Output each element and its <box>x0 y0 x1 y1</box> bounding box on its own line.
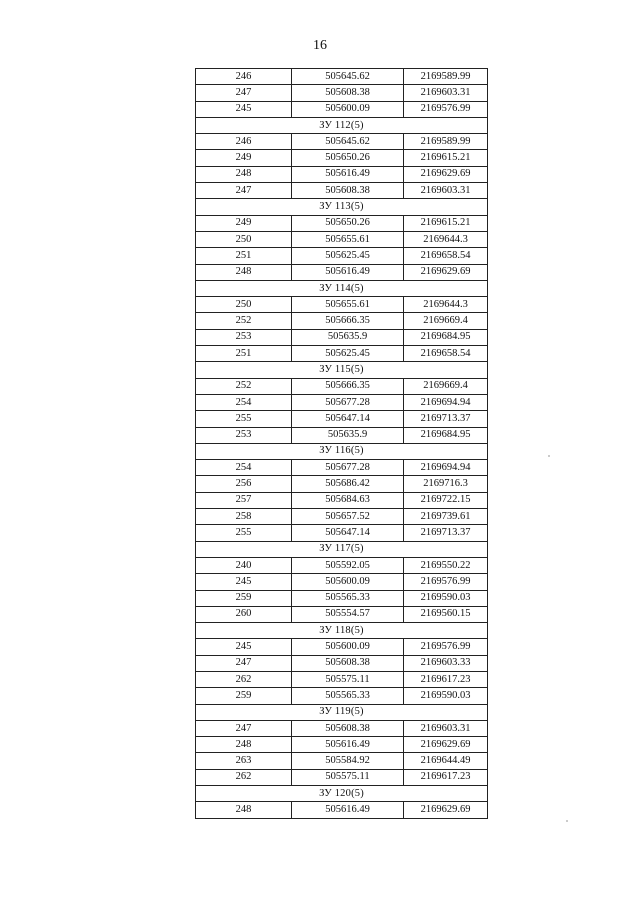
point-number-cell: 254 <box>196 460 292 476</box>
table-row <box>196 231 488 247</box>
point-number-cell: 251 <box>196 346 292 362</box>
y-coordinate-cell: 2169713.37 <box>404 525 488 541</box>
section-header-row <box>196 541 488 557</box>
x-coordinate-cell: 505666.35 <box>292 313 404 329</box>
point-number-cell: 250 <box>196 231 292 247</box>
point-number-cell: 250 <box>196 297 292 313</box>
table-row <box>196 69 488 85</box>
y-coordinate-cell: 2169603.33 <box>404 655 488 671</box>
y-coordinate-cell: 2169560.15 <box>404 606 488 622</box>
y-coordinate-cell: 2169684.95 <box>404 427 488 443</box>
y-coordinate-cell: 2169716.3 <box>404 476 488 492</box>
point-number-cell: 251 <box>196 248 292 264</box>
point-number-cell: 259 <box>196 590 292 606</box>
x-coordinate-cell: 505645.62 <box>292 69 404 85</box>
x-coordinate-cell: 505575.11 <box>292 769 404 785</box>
coordinates-table <box>195 68 488 819</box>
table-row <box>196 606 488 622</box>
point-number-cell: 245 <box>196 639 292 655</box>
x-coordinate-cell: 505635.9 <box>292 329 404 345</box>
y-coordinate-cell: 2169739.61 <box>404 509 488 525</box>
point-number-cell: 252 <box>196 378 292 394</box>
table-row <box>196 753 488 769</box>
y-coordinate-cell: 2169658.54 <box>404 248 488 264</box>
y-coordinate-cell: 2169603.31 <box>404 720 488 736</box>
y-coordinate-cell: 2169669.4 <box>404 378 488 394</box>
point-number-cell: 258 <box>196 509 292 525</box>
table-row <box>196 85 488 101</box>
point-number-cell: 255 <box>196 525 292 541</box>
y-coordinate-cell: 2169550.22 <box>404 557 488 573</box>
page-number: 16 <box>313 38 327 53</box>
table-row <box>196 655 488 671</box>
point-number-cell: 253 <box>196 427 292 443</box>
section-header-row <box>196 443 488 459</box>
table-row <box>196 671 488 687</box>
y-coordinate-cell: 2169576.99 <box>404 574 488 590</box>
table-row <box>196 329 488 345</box>
table-row <box>196 769 488 785</box>
x-coordinate-cell: 505655.61 <box>292 297 404 313</box>
table-row <box>196 557 488 573</box>
table-row <box>196 737 488 753</box>
point-number-cell: 256 <box>196 476 292 492</box>
section-header-row <box>196 704 488 720</box>
y-coordinate-cell: 2169694.94 <box>404 460 488 476</box>
table-row <box>196 509 488 525</box>
point-number-cell: 249 <box>196 215 292 231</box>
point-number-cell: 247 <box>196 183 292 199</box>
y-coordinate-cell: 2169694.94 <box>404 394 488 410</box>
point-number-cell: 248 <box>196 802 292 818</box>
x-coordinate-cell: 505655.61 <box>292 231 404 247</box>
section-header-row <box>196 623 488 639</box>
x-coordinate-cell: 505625.45 <box>292 248 404 264</box>
x-coordinate-cell: 505616.49 <box>292 802 404 818</box>
section-header-row <box>196 280 488 296</box>
y-coordinate-cell: 2169644.3 <box>404 231 488 247</box>
x-coordinate-cell: 505575.11 <box>292 671 404 687</box>
y-coordinate-cell: 2169713.37 <box>404 411 488 427</box>
table-row <box>196 166 488 182</box>
table-row <box>196 427 488 443</box>
point-number-cell: 246 <box>196 69 292 85</box>
table-row <box>196 215 488 231</box>
x-coordinate-cell: 505684.63 <box>292 492 404 508</box>
point-number-cell: 257 <box>196 492 292 508</box>
y-coordinate-cell: 2169576.99 <box>404 639 488 655</box>
point-number-cell: 245 <box>196 101 292 117</box>
table-row <box>196 639 488 655</box>
section-label: ЗУ 120(5) <box>196 786 488 802</box>
table-row <box>196 264 488 280</box>
section-header-row <box>196 199 488 215</box>
point-number-cell: 248 <box>196 166 292 182</box>
scan-speck <box>548 455 550 457</box>
table-row <box>196 460 488 476</box>
y-coordinate-cell: 2169617.23 <box>404 769 488 785</box>
table-row <box>196 150 488 166</box>
section-label: ЗУ 119(5) <box>196 704 488 720</box>
x-coordinate-cell: 505608.38 <box>292 183 404 199</box>
section-label: ЗУ 115(5) <box>196 362 488 378</box>
point-number-cell: 247 <box>196 655 292 671</box>
point-number-cell: 254 <box>196 394 292 410</box>
table-row <box>196 313 488 329</box>
section-label: ЗУ 114(5) <box>196 280 488 296</box>
point-number-cell: 245 <box>196 574 292 590</box>
point-number-cell: 248 <box>196 264 292 280</box>
section-header-row <box>196 786 488 802</box>
x-coordinate-cell: 505592.05 <box>292 557 404 573</box>
x-coordinate-cell: 505647.14 <box>292 411 404 427</box>
table-row <box>196 248 488 264</box>
scan-speck <box>566 820 568 822</box>
y-coordinate-cell: 2169629.69 <box>404 802 488 818</box>
y-coordinate-cell: 2169589.99 <box>404 69 488 85</box>
point-number-cell: 260 <box>196 606 292 622</box>
point-number-cell: 252 <box>196 313 292 329</box>
section-label: ЗУ 117(5) <box>196 541 488 557</box>
x-coordinate-cell: 505686.42 <box>292 476 404 492</box>
y-coordinate-cell: 2169669.4 <box>404 313 488 329</box>
table-row <box>196 297 488 313</box>
x-coordinate-cell: 505666.35 <box>292 378 404 394</box>
x-coordinate-cell: 505565.33 <box>292 688 404 704</box>
y-coordinate-cell: 2169590.03 <box>404 590 488 606</box>
point-number-cell: 247 <box>196 720 292 736</box>
point-number-cell: 263 <box>196 753 292 769</box>
y-coordinate-cell: 2169722.15 <box>404 492 488 508</box>
y-coordinate-cell: 2169617.23 <box>404 671 488 687</box>
point-number-cell: 253 <box>196 329 292 345</box>
section-label: ЗУ 116(5) <box>196 443 488 459</box>
y-coordinate-cell: 2169603.31 <box>404 85 488 101</box>
x-coordinate-cell: 505677.28 <box>292 394 404 410</box>
y-coordinate-cell: 2169658.54 <box>404 346 488 362</box>
point-number-cell: 247 <box>196 85 292 101</box>
x-coordinate-cell: 505647.14 <box>292 525 404 541</box>
section-label: ЗУ 112(5) <box>196 117 488 133</box>
table-row <box>196 183 488 199</box>
table-row <box>196 525 488 541</box>
table-row <box>196 688 488 704</box>
table-row <box>196 411 488 427</box>
section-header-row <box>196 362 488 378</box>
table-row <box>196 346 488 362</box>
x-coordinate-cell: 505554.57 <box>292 606 404 622</box>
x-coordinate-cell: 505600.09 <box>292 639 404 655</box>
x-coordinate-cell: 505635.9 <box>292 427 404 443</box>
y-coordinate-cell: 2169603.31 <box>404 183 488 199</box>
y-coordinate-cell: 2169644.3 <box>404 297 488 313</box>
x-coordinate-cell: 505565.33 <box>292 590 404 606</box>
table-row <box>196 101 488 117</box>
x-coordinate-cell: 505650.26 <box>292 150 404 166</box>
y-coordinate-cell: 2169589.99 <box>404 134 488 150</box>
y-coordinate-cell: 2169615.21 <box>404 150 488 166</box>
point-number-cell: 240 <box>196 557 292 573</box>
y-coordinate-cell: 2169684.95 <box>404 329 488 345</box>
y-coordinate-cell: 2169629.69 <box>404 737 488 753</box>
table-row <box>196 378 488 394</box>
table-row <box>196 394 488 410</box>
x-coordinate-cell: 505677.28 <box>292 460 404 476</box>
x-coordinate-cell: 505650.26 <box>292 215 404 231</box>
x-coordinate-cell: 505625.45 <box>292 346 404 362</box>
x-coordinate-cell: 505608.38 <box>292 720 404 736</box>
point-number-cell: 249 <box>196 150 292 166</box>
point-number-cell: 248 <box>196 737 292 753</box>
x-coordinate-cell: 505657.52 <box>292 509 404 525</box>
table-row <box>196 802 488 818</box>
point-number-cell: 262 <box>196 769 292 785</box>
y-coordinate-cell: 2169576.99 <box>404 101 488 117</box>
x-coordinate-cell: 505600.09 <box>292 574 404 590</box>
x-coordinate-cell: 505616.49 <box>292 737 404 753</box>
y-coordinate-cell: 2169644.49 <box>404 753 488 769</box>
x-coordinate-cell: 505600.09 <box>292 101 404 117</box>
section-header-row <box>196 117 488 133</box>
point-number-cell: 246 <box>196 134 292 150</box>
table-row <box>196 492 488 508</box>
point-number-cell: 259 <box>196 688 292 704</box>
x-coordinate-cell: 505616.49 <box>292 166 404 182</box>
table-row <box>196 720 488 736</box>
section-label: ЗУ 118(5) <box>196 623 488 639</box>
x-coordinate-cell: 505608.38 <box>292 85 404 101</box>
y-coordinate-cell: 2169629.69 <box>404 166 488 182</box>
x-coordinate-cell: 505645.62 <box>292 134 404 150</box>
point-number-cell: 255 <box>196 411 292 427</box>
coordinates-table-body <box>196 69 488 819</box>
x-coordinate-cell: 505584.92 <box>292 753 404 769</box>
table-row <box>196 590 488 606</box>
y-coordinate-cell: 2169629.69 <box>404 264 488 280</box>
section-label: ЗУ 113(5) <box>196 199 488 215</box>
point-number-cell: 262 <box>196 671 292 687</box>
x-coordinate-cell: 505608.38 <box>292 655 404 671</box>
table-row <box>196 134 488 150</box>
x-coordinate-cell: 505616.49 <box>292 264 404 280</box>
table-row <box>196 574 488 590</box>
y-coordinate-cell: 2169615.21 <box>404 215 488 231</box>
y-coordinate-cell: 2169590.03 <box>404 688 488 704</box>
table-row <box>196 476 488 492</box>
